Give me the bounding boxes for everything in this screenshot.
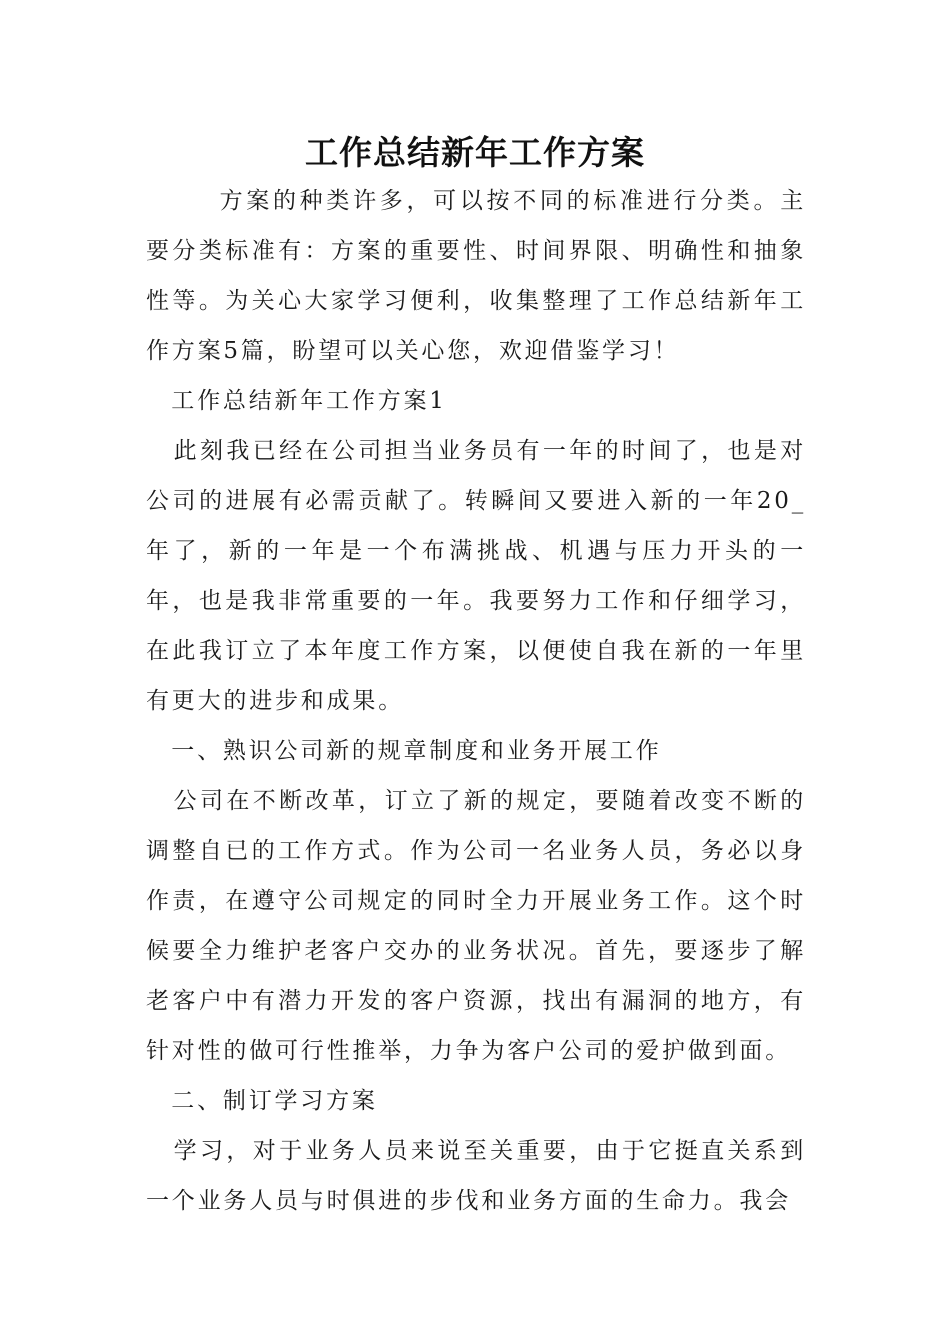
body-paragraph: 公司在不断改革，订立了新的规定，要随着改变不断的调整自已的工作方式。作为公司一名业务人员，务必以身作责，在遵守公司规定的同时全力开展业务工作。这个时候要全力维护老客户交办的业务状况。首先，要逐步了解老客户中有潜力开发的客户资源，找出有漏洞的地方，有针对性的做可行性推举，力争为客户公司的爱护做到面。 [146,788,806,1064]
document-title: 工作总结新年工作方案 [305,133,645,172]
document-body [146,176,806,1226]
section-heading-two: 二、制订学习方案 [171,1088,378,1114]
body-paragraph: 此刻我已经在公司担当业务员有一年的时间了，也是对公司的进展有必需贡献了。转瞬间又要进入新的一年20_年了，新的一年是一个布满挑战、机遇与压力开头的一年，也是我非常重要的一年。我要努力工作和仔细学习，在此我订立了本年度工作方案，以便使自我在新的一年里有更大的进步和成果。 [146,438,806,714]
intro-paragraph: 方案的种类许多，可以按不同的标准进行分类。主要分类标准有：方案的重要性、时间界限、明确性和抽象性等。为关心大家学习便利，收集整理了工作总结新年工作方案5篇，盼望可以关心您，欢迎借鉴学习！ [146,188,806,364]
section-heading-one: 一、熟识公司新的规章制度和业务开展工作 [171,738,662,764]
body-paragraph: 学习，对于业务人员来说至关重要，由于它挺直关系到一个业务人员与时俱进的步伐和业务方面的生命力。我会 [146,1138,806,1214]
section-heading-plan-1: 工作总结新年工作方案1 [171,388,447,414]
